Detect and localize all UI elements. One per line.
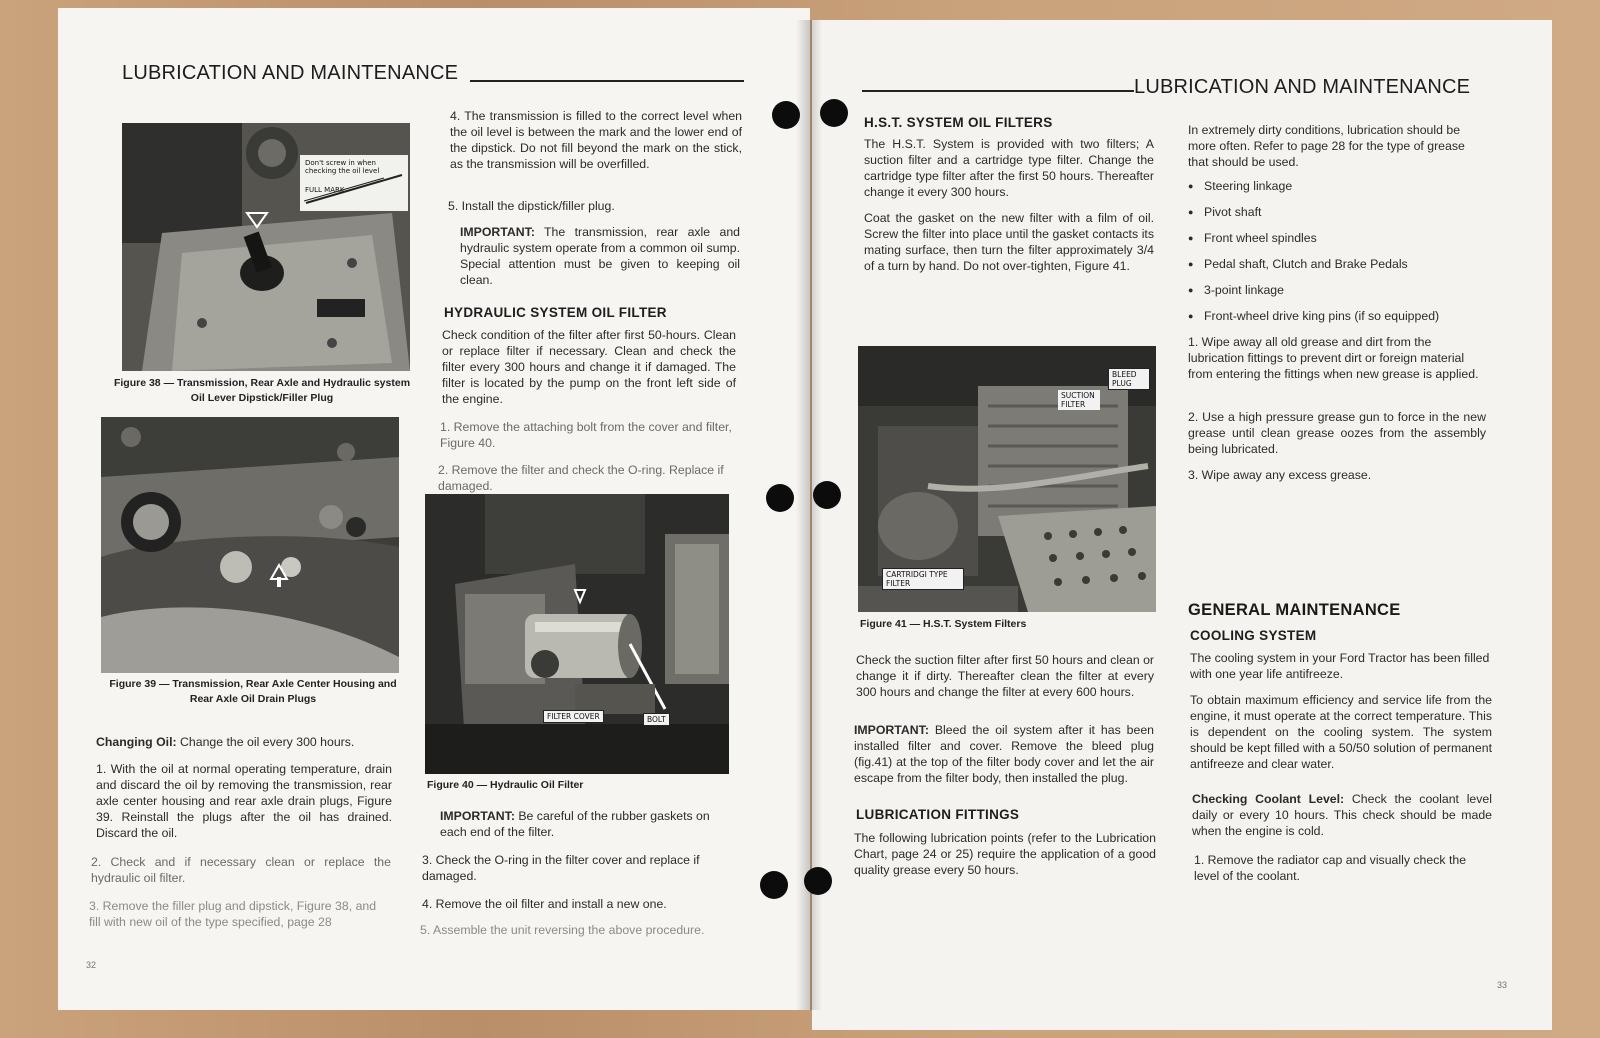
figure-40-photo — [425, 494, 729, 774]
list-item: ● Front wheel spindles — [1188, 230, 1488, 256]
changing-oil-text: Change the oil every 300 hours. — [176, 735, 355, 749]
changing-oil-paragraph — [96, 734, 396, 750]
changing-oil-step-2: 2. Check and if necessary clean or replace the hydraulic oil filter. — [91, 855, 391, 885]
cooling-system-heading: COOLING SYSTEM — [1190, 628, 1317, 643]
general-maintenance-heading: GENERAL MAINTENANCE — [1188, 601, 1401, 619]
important-text: The transmission, rear axle and hydraulic system operate from a common oil sump. Special attention must be given to keeping oil clean. — [460, 225, 740, 287]
hydraulic-filter-heading: HYDRAULIC SYSTEM OIL FILTER — [444, 305, 667, 320]
hydraulic-important-2 — [440, 808, 730, 840]
list-item: ● 3-point linkage — [1188, 282, 1488, 308]
list-item: ● Front-wheel drive king pins (if so equipped) — [1188, 308, 1488, 334]
hydraulic-filter-intro: Check condition of the filter after first 50-hours. Clean or replace filter if necessary. Clean and check the filter every 300 hours and change it if damaged. The filter is located by the pump on the front left side of the engine. — [442, 328, 736, 406]
hst-paragraph-2: Coat the gasket on the new filter with a film of oil. Screw the filter into place until the gasket contacts its mating surface, then turn the filter approximately 3/4 of a turn by hand. Do not over-tighten, Figure 41. — [864, 211, 1154, 273]
hydraulic-step-3: 3. Check the O-ring in the filter cover and replace if damaged. — [422, 853, 700, 883]
binder-hole — [804, 867, 832, 895]
hydraulic-step-1: 1. Remove the attaching bolt from the cover and filter, Figure 40. — [440, 420, 732, 450]
lubrication-fittings-heading: LUBRICATION FITTINGS — [856, 807, 1020, 822]
left-page-header: LUBRICATION AND MAINTENANCE — [122, 62, 459, 84]
figure-41-caption: Figure 41 — H.S.T. System Filters — [860, 618, 1027, 630]
hst-paragraph-3: Check the suction filter after first 50 hours and clean or change it if dirty. Thereafter clean the filter at every 300 hours and change the filter at every 600 hours. — [856, 653, 1155, 699]
fig38-note: Don't screw in when checking the oil level — [305, 159, 380, 175]
changing-oil-step-1: 1. With the oil at normal operating temperature, drain and discard the oil by removing the transmission, rear axle center housing and rear axle drain plugs, Figure 39. Reinstall the plugs after the oil has drained. Discard the oil. — [96, 762, 392, 840]
checking-coolant-label: Checking Coolant Level: — [1192, 792, 1345, 806]
left-header-rule — [470, 80, 744, 82]
lubrication-points-list — [1188, 178, 1488, 334]
lubrication-fittings-text: The following lubrication points (refer to the Lubrication Chart, page 24 or 25) require the application of a good quality grease every 50 hours. — [854, 831, 1156, 877]
cooling-paragraph-1: The cooling system in your Ford Tractor has been filled with one year life antifreeze. — [1190, 651, 1490, 681]
hst-important-label: IMPORTANT: — [854, 723, 929, 737]
checking-coolant-text: Check the coolant level daily or every 10 hours. This check should be made when the engine is cold. — [1192, 792, 1492, 838]
fig40-bolt-tag: BOLT — [643, 713, 670, 726]
right-header-rule — [862, 90, 1134, 92]
figure-38-photo — [122, 123, 410, 371]
hst-important — [854, 722, 1154, 786]
binder-hole — [766, 484, 794, 512]
important-2-text: Be careful of the rubber gaskets on each end of the filter. — [440, 809, 710, 839]
figure-39-caption: Figure 39 — Transmission, Rear Axle Center Housing and Rear Axle Oil Drain Plugs — [109, 678, 397, 705]
changing-oil-step-3: 3. Remove the filler plug and dipstick, Figure 38, and fill with new oil of the type specified, page 28 — [89, 899, 377, 929]
right-page — [812, 20, 1552, 1030]
left-page — [58, 8, 810, 1010]
figure-40-caption: Figure 40 — Hydraulic Oil Filter — [427, 779, 584, 791]
fig40-filter-cover-tag: FILTER COVER — [543, 710, 604, 723]
cooling-step-1: 1. Remove the radiator cap and visually check the level of the coolant. — [1194, 853, 1467, 883]
figure-38-caption: Figure 38 — Transmission, Rear Axle and Hydraulic system Oil Lever Dipstick/Filler Plug — [113, 377, 411, 404]
transmission-step-5: 5. Install the dipstick/filler plug. — [448, 199, 615, 213]
lubrication-intro: In extremely dirty conditions, lubrication should be more often. Refer to page 28 for the type of grease that should be used. — [1188, 123, 1465, 169]
figure-39-photo — [101, 417, 399, 673]
fig41-suction-tag: SUCTION FILTER — [1058, 390, 1100, 410]
list-item: ● Pivot shaft — [1188, 204, 1488, 230]
lubrication-step-1: 1. Wipe away all old grease and dirt from the lubrication fittings to prevent dirt or foreign material from entering the fittings when new grease is applied. — [1188, 335, 1479, 381]
transmission-important — [460, 224, 740, 288]
hydraulic-step-2: 2. Remove the filter and check the O-ring. Replace if damaged. — [438, 463, 724, 493]
right-page-number: 33 — [1497, 980, 1508, 990]
cooling-paragraph-2: To obtain maximum efficiency and service life from the engine, it must operate at the correct temperature. This is dependent on the cooling system. The system should be kept filled with a 50/50 solution of permanent antifreeze and clear water. — [1190, 693, 1492, 771]
hydraulic-step-4: 4. Remove the oil filter and install a new one. — [422, 897, 667, 911]
checking-coolant-paragraph — [1192, 791, 1492, 839]
fig38-full-mark: FULL MARK — [305, 186, 345, 194]
changing-oil-label: Changing Oil: — [96, 735, 177, 749]
lubrication-step-3: 3. Wipe away any excess grease. — [1188, 468, 1372, 482]
book-gutter — [796, 20, 822, 1010]
hst-paragraph-1: The H.S.T. System is provided with two filters; A suction filter and a cartridge type filter. Change the cartridge type filter after the first 50 hours. Thereafter change it every 300 hours. — [864, 137, 1154, 199]
lubrication-step-2: 2. Use a high pressure grease gun to force in the new grease until clean grease oozes from the assembly being lubricated. — [1188, 410, 1486, 456]
binder-hole — [813, 481, 841, 509]
important-2-label: IMPORTANT: — [440, 809, 515, 823]
binder-hole — [772, 101, 800, 129]
figure-41-photo — [858, 346, 1156, 612]
hydraulic-step-5: 5. Assemble the unit reversing the above procedure. — [420, 923, 705, 937]
list-item: ● Steering linkage — [1188, 178, 1488, 204]
fig41-bleed-tag: BLEED PLUG — [1108, 368, 1150, 390]
hst-important-text: Bleed the oil system after it has been installed filter and cover. Remove the bleed plug (fig.41) at the top of the filter body cover and let the air escape from the filter body, then installed the plug. — [854, 723, 1154, 785]
hst-filters-heading: H.S.T. SYSTEM OIL FILTERS — [864, 115, 1053, 130]
binder-hole — [820, 99, 848, 127]
fig41-cartridge-tag: CARTRIDGI TYPE FILTER — [882, 568, 964, 590]
transmission-step-4: 4. The transmission is filled to the correct level when the oil level is between the mark and the lower end of the dipstick. Do not fill beyond the mark on the stick, as the transmission will be overfilled. — [450, 109, 742, 171]
left-page-number: 32 — [86, 960, 97, 970]
important-label: IMPORTANT: — [460, 225, 535, 239]
list-item: ● Pedal shaft, Clutch and Brake Pedals — [1188, 256, 1488, 282]
binder-hole — [760, 871, 788, 899]
right-page-header: LUBRICATION AND MAINTENANCE — [1134, 76, 1471, 98]
